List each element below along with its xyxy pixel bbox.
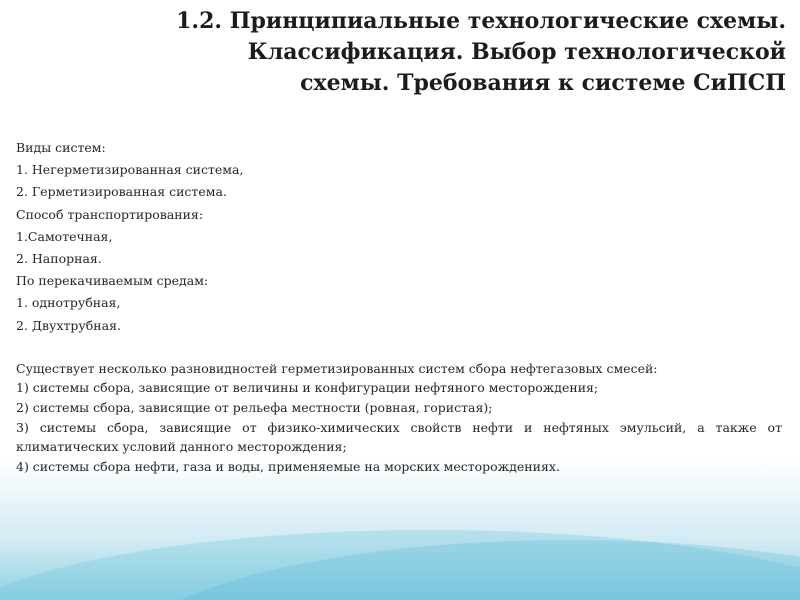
- section-heading-transport: Способ транспортирования:: [16, 206, 204, 222]
- paragraph-item: 3) системы сбора, зависящие от физико-химических свойств нефти и нефтяных эмульсий, а также от климатических условий данного месторождения;: [16, 419, 782, 455]
- list-item: 1. Негерметизированная система,: [16, 162, 244, 178]
- title-line: схемы. Требования к системе СиПСП: [300, 70, 786, 96]
- list-item: 2. Герметизированная система.: [16, 184, 227, 200]
- paragraph-item: 2) системы сбора, зависящие от рельефа местности (ровная, гористая);: [16, 400, 493, 416]
- slide-title: [86, 6, 786, 99]
- paragraph-item: 1) системы сбора, зависящие от величины и конфигурации нефтяного месторождения;: [16, 380, 599, 396]
- paragraph-intro: Существует несколько разновидностей герметизированных систем сбора нефтегазовых смесей:: [16, 360, 658, 376]
- section-heading-media: По перекачиваемым средам:: [16, 273, 209, 289]
- section-heading-types: Виды систем:: [16, 140, 106, 155]
- slide-body: [16, 137, 782, 476]
- list-item: 1.Самотечная,: [16, 228, 113, 244]
- list-item: 2. Напорная.: [16, 251, 102, 267]
- spacer: [16, 337, 782, 359]
- list-item: 1. однотрубная,: [16, 295, 121, 311]
- title-line: 1.2. Принципиальные технологические схемы.: [176, 8, 786, 34]
- title-line: Классификация. Выбор технологической: [247, 39, 786, 65]
- list-item: 2. Двухтрубная.: [16, 317, 121, 333]
- paragraph-item: 4) системы сбора нефти, газа и воды, применяемые на морских месторождениях.: [16, 458, 560, 474]
